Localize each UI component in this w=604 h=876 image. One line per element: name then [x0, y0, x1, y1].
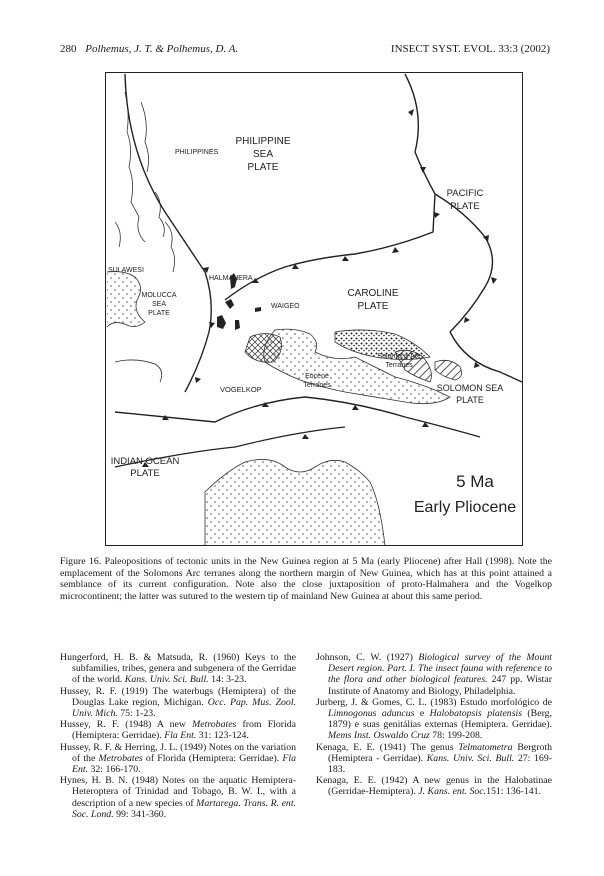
label-age: 5 Ma: [456, 472, 494, 491]
reference-text: Metrobates: [192, 719, 237, 731]
reference-text: Martarega: [196, 797, 239, 809]
label-indian-ocean-2: PLATE: [130, 468, 160, 479]
label-halmahera: HALMAHERA: [209, 275, 253, 282]
label-philippine-sea-3: PLATE: [247, 162, 279, 173]
reference-text: Metrobates: [98, 752, 143, 764]
reference-entry: [316, 742, 552, 776]
label-vogelkop: VOGELKOP: [220, 385, 262, 394]
reference-text: 247 pp. Wistar Institute of Anatomy and Biology, Philadelphia.: [328, 674, 552, 697]
reference-text: 32: 166-170.: [88, 764, 141, 776]
reference-text: .: [238, 797, 244, 809]
header-left: [60, 43, 238, 55]
reference-text: Hussey, R. F. (1919) The waterbugs (Hemiptera) of the Douglas Lake region, Michigan.: [60, 685, 296, 708]
reference-entry: [60, 652, 296, 686]
label-indian-ocean-1: INDIAN OCEAN: [110, 456, 180, 467]
reference-entry: [60, 719, 296, 741]
reference-text: Fla Ent.: [164, 730, 197, 742]
reference-text: of Florida (Hemiptera: Gerridae).: [142, 752, 283, 764]
reference-text: Hynes, H. B. N. (1948) Notes on the aquatic Hemiptera-Heteroptera of Trinidad and Tobago, B. W. I., with a description of a new species of: [60, 775, 296, 809]
reference-text: Mems Inst. Oswaldo Cruz: [328, 730, 430, 742]
reference-text: Johnson, C. W. (1927): [316, 652, 419, 663]
reference-entry: [60, 742, 296, 776]
reference-entry: [316, 652, 552, 697]
reference-entry: [60, 775, 296, 820]
reference-text: from Florida (Hemiptera: Gerridae).: [72, 719, 296, 742]
header-authors: Polhemus, J. T. & Polhemus, D. A.: [85, 43, 239, 55]
reference-text: 31: 123-124.: [196, 730, 249, 742]
reference-text: Kans. Univ. Sci. Bull.: [124, 674, 209, 686]
label-caroline-2: PLATE: [357, 301, 389, 312]
label-epoch: Early Pliocene: [413, 499, 517, 516]
label-eocene-2: Terranes: [303, 382, 331, 389]
reference-text: 14: 3-23.: [208, 674, 247, 686]
reference-text: 27: 169-183.: [328, 752, 552, 776]
label-eocene-1: Eocene: [305, 373, 329, 380]
label-solomons-arc-2: Terranes: [385, 362, 413, 369]
reference-text: Hussey, R. F. & Herring, J. L. (1949) Notes on the variation of the: [60, 741, 296, 764]
reference-text: 151: 136-141.: [486, 786, 542, 798]
label-molucca-2: SEA: [151, 301, 167, 308]
label-solomons-arc-1: Solomons Arc: [377, 353, 421, 360]
reference-entry: [316, 775, 552, 797]
references-right-column: [316, 652, 552, 798]
label-sulawesi: SULAWESI: [108, 267, 144, 274]
tectonic-map: [105, 72, 523, 546]
reference-text: Kans. Univ. Sci. Bull.: [426, 752, 515, 764]
label-solomon-sea-2: PLATE: [456, 395, 484, 405]
label-molucca-1: MOLUCCA: [141, 292, 177, 299]
label-philippine-sea-1: PHILIPPINE: [235, 136, 291, 147]
label-waigeo: WAIGEO: [271, 303, 300, 310]
header-journal: INSECT SYST. EVOL. 33:3 (2002): [390, 43, 550, 55]
reference-text: 99: 341-360.: [113, 808, 167, 820]
running-header: [60, 43, 550, 57]
label-pacific-2: PLATE: [450, 201, 480, 212]
figure-caption: Figure 16. Paleopositions of tectonic units in the New Guinea region at 5 Ma (early Pliocene) after Hall (1998). Note the emplacement of the Solomons Arc terranes along the northern margin of New Guinea, which has at this point attained a semblance of its current configuration. Note also the close juxtaposition of proto-Halmahera and the Vogelkop microcontinent; the latter was sutured to the western tip of mainland New Guinea at about this same period.: [60, 556, 552, 602]
reference-entry: [316, 697, 552, 742]
tectonic-map-figure: [105, 72, 523, 546]
reference-text: Fla Ent.: [72, 752, 296, 776]
reference-text: e: [414, 708, 430, 720]
label-philippine-sea-2: SEA: [252, 149, 274, 160]
reference-text: Jurberg, J. & Gomes, C. L. (1983) Estudo morfológico de: [316, 696, 552, 708]
reference-text: Occ. Pap. Mus. Zool. Univ. Mich.: [72, 696, 296, 720]
reference-text: Hungerford, H. B. & Matsuda, R. (1960) Keys to the subfamilies, tribes, genera and subgenera of the Gerridae of the world.: [60, 652, 296, 686]
references-left-column: [60, 652, 296, 820]
page-number: 280: [60, 43, 77, 55]
label-molucca-3: PLATE: [148, 310, 170, 317]
label-philippines: PHILIPPINES: [175, 149, 219, 156]
reference-text: Hussey, R. F. (1948) A new: [60, 719, 193, 731]
reference-text: Kenaga, E. E. (1942) A new genus in the Halobatinae (Gerridae-Hemiptera).: [316, 775, 552, 798]
reference-text: Kenaga, E. E. (1941) The genus: [316, 741, 459, 753]
label-pacific-1: PACIFIC: [446, 188, 484, 199]
reference-text: Telmatometra: [458, 741, 513, 753]
reference-text: 78: 199-208.: [429, 730, 483, 742]
reference-text: Bergroth (Hemiptera - Gerridae).: [328, 741, 552, 764]
reference-text: Biological survey of the Mount Desert region. Part. I. The insect fauna with reference to the flora and other biological features.: [328, 652, 552, 686]
reference-text: J. Kans. ent. Soc.: [418, 786, 487, 798]
reference-text: Trans. R. ent. Soc. Lond.: [72, 797, 297, 820]
reference-text: Halobatopsis platensis: [429, 708, 523, 720]
reference-text: 75: 1-23.: [117, 708, 156, 720]
reference-text: Limnogonus aduncus: [328, 708, 415, 720]
label-solomon-sea-1: SOLOMON SEA: [436, 383, 504, 393]
label-caroline-1: CAROLINE: [347, 288, 399, 299]
australia-landmass: [205, 459, 385, 546]
reference-entry: [60, 686, 296, 720]
reference-text: (Berg, 1879) e suas genitálias externas (Hemiptera. Gerridae).: [328, 708, 552, 731]
